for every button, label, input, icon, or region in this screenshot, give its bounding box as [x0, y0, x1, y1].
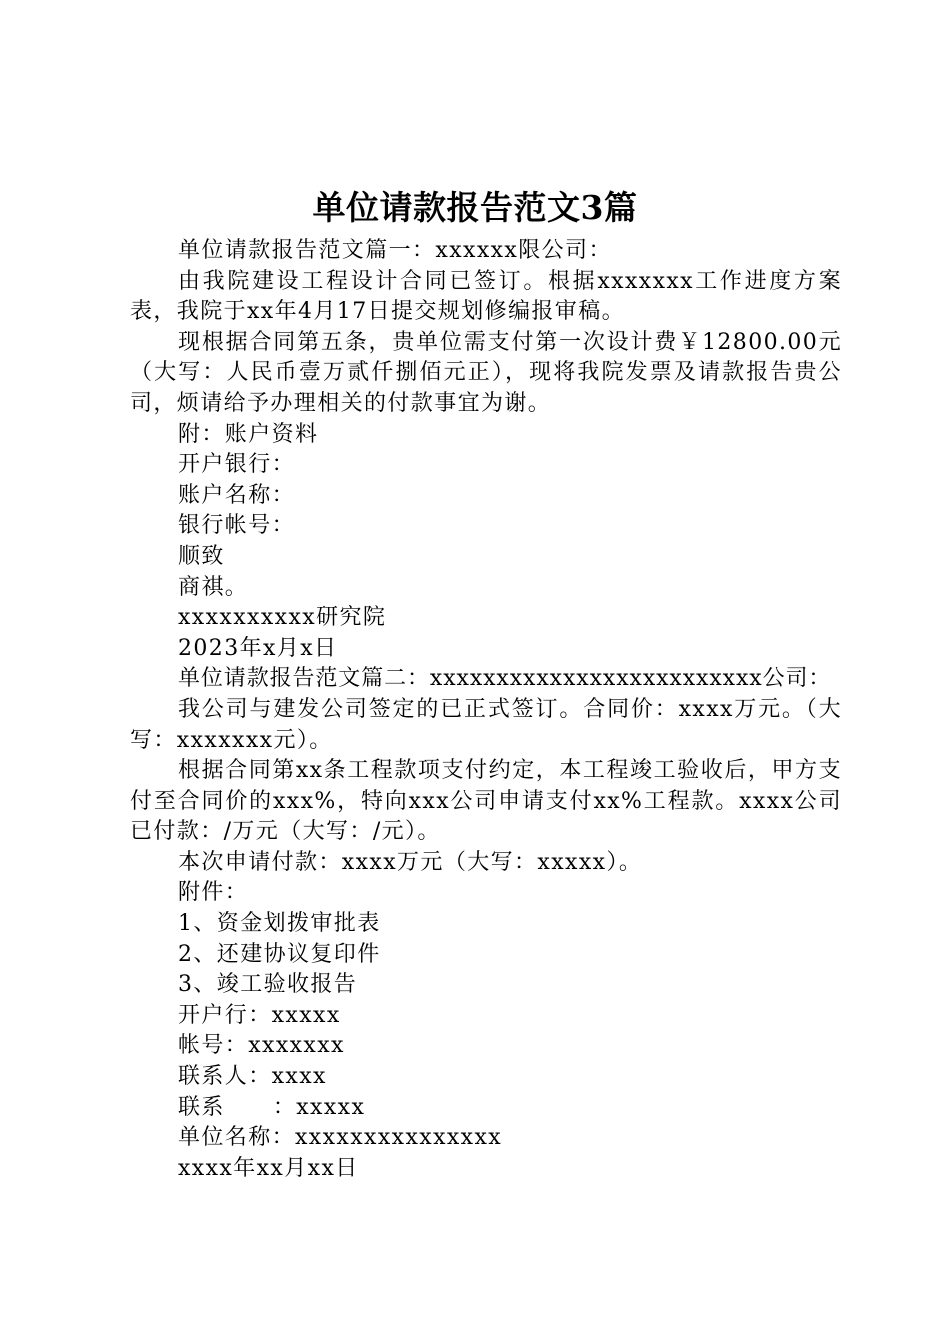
contact-phone-value: ：xxxxx [272, 1094, 366, 1120]
contact-field: 联系人：xxxx [178, 1064, 327, 1090]
body-paragraph: 本次申请付款：xxxx万元（大写：xxxxx）。 [178, 849, 643, 875]
document-body [130, 236, 842, 1184]
contact-phone-line [130, 1093, 842, 1124]
attachment-item: 2、还建协议复印件 [178, 941, 381, 967]
signature-org: xxxxxxxxxx研究院 [178, 605, 387, 631]
salutation-paragraph-1: 单位请款报告范文篇一：xxxxxx限公司： [178, 238, 612, 263]
account-field: 账户名称： [178, 482, 296, 508]
signature-date: xxxx年xx月xx日 [178, 1155, 359, 1181]
signature-date: 2023年x月x日 [178, 635, 338, 661]
body-paragraph: 我公司与建发公司签定的已正式签订。合同价：xxxx万元。（大写：xxxxxxx元）。 [130, 696, 842, 753]
attachment-heading: 附：账户资料 [178, 421, 319, 447]
attachment-item: 3、竣工验收报告 [178, 972, 358, 998]
account-field: 银行帐号： [178, 513, 296, 539]
account-field: 开户行：xxxxx [178, 1002, 341, 1028]
body-paragraph: 现根据合同第五条，贵单位需支付第一次设计费￥12800.00元（大写：人民币壹万贰仟捌佰元正），现将我院发票及请款报告贵公司，烦请给予办理相关的付款事宜为谢。 [130, 329, 842, 416]
contact-phone-label: 联系 [178, 1094, 225, 1120]
salutation-paragraph-2: 单位请款报告范文篇二：xxxxxxxxxxxxxxxxxxxxxxxxx公司： [178, 666, 832, 692]
account-field: 帐号：xxxxxxx [178, 1033, 345, 1059]
closing-line: 商祺。 [178, 574, 249, 600]
attachment-item: 1、资金划拨审批表 [178, 911, 381, 937]
attachment-heading: 附件： [178, 880, 249, 906]
closing-line: 顺致 [178, 543, 225, 569]
account-field: 开户银行： [178, 452, 296, 478]
body-paragraph: 根据合同第xx条工程款项支付约定，本工程竣工验收后，甲方支付至合同价的xxx%，特向xxx公司申请支付xx%工程款。xxxx公司已付款：/万元（大写：/元）。 [130, 758, 842, 845]
body-paragraph: 由我院建设工程设计合同已签订。根据xxxxxxx工作进度方案表，我院于xx年4月17日提交规划修编报审稿。 [130, 268, 842, 325]
document-title: 单位请款报告范文3篇 [312, 188, 638, 227]
unit-name-field: 单位名称：xxxxxxxxxxxxxxx [178, 1125, 503, 1151]
